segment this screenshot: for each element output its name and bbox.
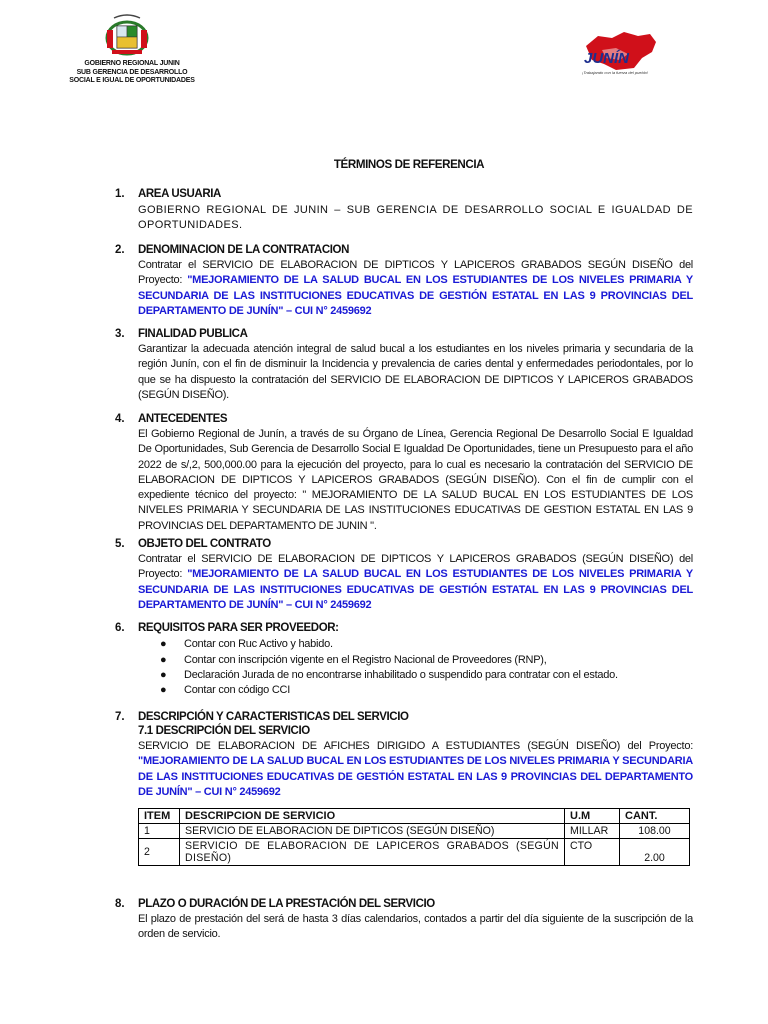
junin-logo [576,28,662,78]
section-number: 5. [115,538,125,550]
section-heading: FINALIDAD PUBLICA [138,328,248,340]
bullet-icon: ● [160,669,167,681]
org-line-3: SOCIAL E IGUAL DE OPORTUNIDADES [69,77,195,85]
table-header-cell: U.M [565,809,620,824]
project-name: "MEJORAMIENTO DE LA SALUD BUCAL EN LOS ESTUDIANTES DE LOS NIVELES PRIMARIA Y SECUNDARIA DE LAS INSTITUCIONES EDUCATIVAS DE GESTIÓN ESTATAL EN LAS 9 PROVINCIAS DEL DEPARTAMENTO DE JUNÍN" – CUI N° 2459692 [138,274,693,317]
section-text [138,258,693,319]
bullet-icon: ● [160,654,167,666]
section-heading: DENOMINACION DE LA CONTRATACION [138,244,349,256]
project-name: "MEJORAMIENTO DE LA SALUD BUCAL EN LOS ESTUDIANTES DE LOS NIVELES PRIMARIA Y SECUNDARIA DE LAS INSTITUCIONES EDUCATIVAS DE GESTIÓN ESTATAL EN LAS 9 PROVINCIAS DEL DEPARTAMENTO DE JUNÍN" – CUI N° 2459692 [138,755,693,798]
table-cell: 108.00 [620,824,690,839]
section-text: El Gobierno Regional de Junín, a través de su Órgano de Línea, Gerencia Regional De Desarrollo Social E Igualdad De Oportunidades, Sub Gerencia de Desarrollo Social E Igualdad De Oportunidades, tiene un Presupuesto para el año 2022 de s/,2, 500,000.00 para la ejecución del proyecto, para lo cual es necesario la contratación del SERVICIO DE ELABORACION DE DIPTICOS Y LAPICEROS GRABADOS (SEGÚN DISEÑO). Con el fin de cumplir con el expediente técnico del proyecto: " MEJORAMIENTO DE LA SALUD BUCAL EN LOS ESTUDIANTES DE LOS NIVELES PRIMARIA Y SECUNDARIA DE LAS INSTITUCIONES EDUCATIVAS DE GESTION ESTATAL EN LAS 9 PROVINCIAS DEL DEPARTAMENTO DE JUNIN ". [138,428,693,532]
section-number: 2. [115,244,125,256]
organization-name [62,60,202,86]
section-heading: ANTECEDENTES [138,413,228,425]
table-cell: 1 [139,824,180,839]
list-item-text: Contar con código CCI [184,684,291,696]
section-heading: PLAZO O DURACIÓN DE LA PRESTACIÓN DEL SERVICIO [138,898,435,910]
org-line-1: GOBIERNO REGIONAL JUNIN [84,60,180,67]
section-number: 6. [115,622,125,634]
coat-of-arms-logo [102,8,152,58]
table-cell: MILLAR [565,824,620,839]
table-header-row [139,809,690,824]
section-number: 3. [115,328,125,340]
list-item-text: Contar con Ruc Activo y habido. [184,638,333,650]
section-text-lead: Contratar el SERVICIO DE ELABORACION DE DIPTICOS Y LAPICEROS GRABADOS SEGÚN DISEÑO del Proyecto: [138,259,693,287]
section-heading: AREA USUARIA [138,188,221,200]
section-text: GOBIERNO REGIONAL DE JUNIN – SUB GERENCIA DE DESARROLLO SOCIAL E IGUALDAD DE OPORTUNIDADES. [138,204,693,232]
section-text: Garantizar la adecuada atención integral de salud bucal a los estudiantes en los niveles primaria y secundaria de la región Junín, con el fin de disminuir la Incidencia y prevalencia de caries dental y enfermedades periodontales, por lo que se ha dispuesto la contratación del SERVICIO DE ELABORACION DE DIPTICOS Y LAPICEROS GRABADOS (SEGÚN DISEÑO). [138,343,693,401]
table-header-cell: ITEM [139,809,180,824]
logo-slogan: ¡Trabajando con la fuerza del pueblo! [582,70,648,75]
bullet-icon: ● [160,638,167,650]
bullet-icon: ● [160,684,167,696]
table-row [139,839,690,866]
list-item-text: Declaración Jurada de no encontrarse inhabilitado o suspendido para contratar con el estado. [184,669,618,681]
section-number: 8. [115,898,125,910]
table-cell: SERVICIO DE ELABORACION DE LAPICEROS GRABADOS (SEGÚN DISEÑO) [180,839,565,866]
org-line-2: SUB GERENCIA DE DESARROLLO [76,68,188,76]
table-cell: 2.00 [620,839,690,866]
list-item-text: Contar con inscripción vigente en el Registro Nacional de Proveedores (RNP), [184,654,547,666]
section-text-lead: SERVICIO DE ELABORACION DE AFICHES DIRIGIDO A ESTUDIANTES (SEGÚN DISEÑO) del Proyecto: [138,740,693,752]
logo-text: JUNÍN [584,50,630,67]
section-number: 7. [115,711,125,723]
document-title: TÉRMINOS DE REFERENCIA [333,158,485,171]
section-number: 4. [115,413,125,425]
table-header-cell: DESCRIPCION DE SERVICIO [180,809,565,824]
section-heading: DESCRIPCIÓN Y CARACTERISTICAS DEL SERVICIO [138,711,409,723]
section-text: El plazo de prestación del será de hasta 3 días calendarios, contados a partir del día siguiente de la suscripción de la orden de servicio. [138,913,693,941]
table-row [139,824,690,839]
table-cell: CTO [565,839,620,866]
table-header-cell: CANT. [620,809,690,824]
section-text-lead: Contratar el SERVICIO DE ELABORACION DE DIPTICOS Y LAPICEROS GRABADOS (SEGÚN DISEÑO) del Proyecto: [138,553,693,581]
section-text [138,552,693,613]
section-text [138,739,693,800]
table-cell: SERVICIO DE ELABORACION DE DIPTICOS (SEGÚN DISEÑO) [180,824,565,839]
table-cell: 2 [139,839,180,866]
section-number: 1. [115,188,125,200]
service-table [138,808,690,866]
section-heading: REQUISITOS PARA SER PROVEEDOR: [138,622,339,634]
project-name: "MEJORAMIENTO DE LA SALUD BUCAL EN LOS ESTUDIANTES DE LOS NIVELES PRIMARIA Y SECUNDARIA DE LAS INSTITUCIONES EDUCATIVAS DE GESTIÓN ESTATAL EN LAS 9 PROVINCIAS DEL DEPARTAMENTO DE JUNÍN" – CUI N° 2459692 [138,568,693,611]
subsection-heading: 7.1 DESCRIPCIÓN DEL SERVICIO [138,725,310,737]
section-heading: OBJETO DEL CONTRATO [138,538,271,550]
